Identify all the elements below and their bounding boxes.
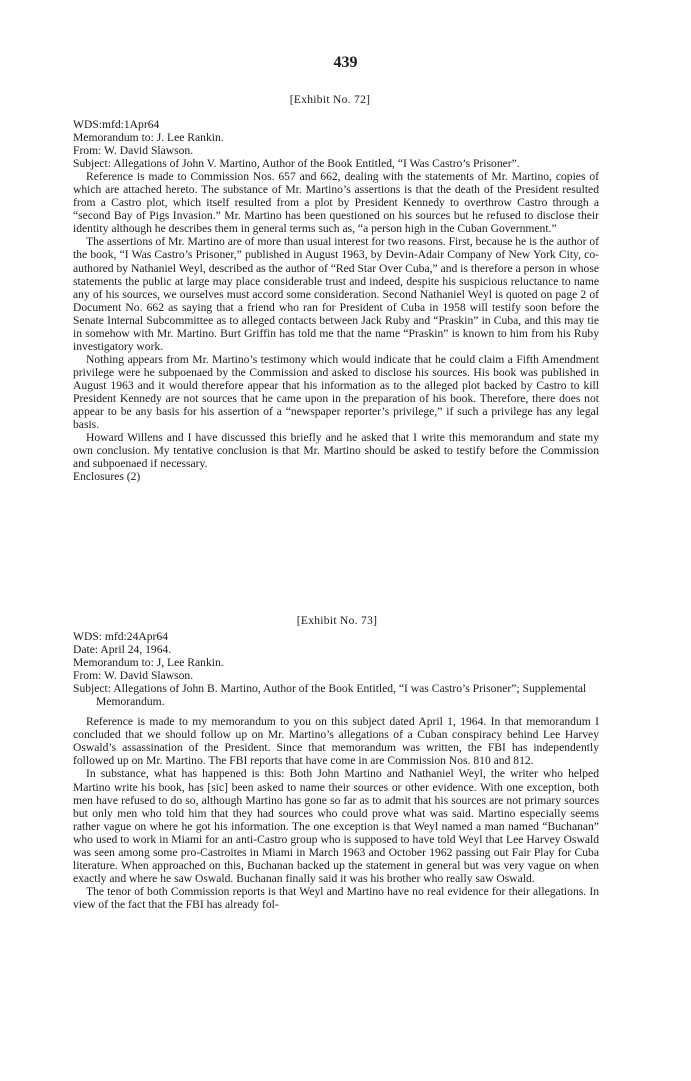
memo-enclosures: Enclosures (2) xyxy=(73,470,141,484)
memo-date-line: Date: April 24, 1964. xyxy=(73,643,172,657)
memo-subject-line: Subject: Allegations of John V. Martino, Author of the Book Entitled, “I Was Castro’s Prisoner”. xyxy=(73,157,520,171)
memo-paragraph: The tenor of both Commission reports is that Weyl and Martino have no real evidence for their allegations. In view of the fact that the FBI has already fol- xyxy=(73,884,599,911)
exhibit-72-memo xyxy=(73,118,599,483)
memo-subject-line: Subject: Allegations of John B. Martino, Author of the Book Entitled, “I was Castro’s Prisoner”; Supplemental Memorandum. xyxy=(73,682,587,709)
memo-reference-line: WDS: mfd:24Apr64 xyxy=(73,630,168,643)
exhibit-73-memo xyxy=(73,630,599,911)
paragraph-spacer xyxy=(73,708,599,715)
memo-to-line: Memorandum to: J. Lee Rankin. xyxy=(73,131,224,145)
memo-paragraph: Reference is made to Commission Nos. 657 and 662, dealing with the statements of Mr. Martino, copies of which are attached hereto. The substance of Mr. Martino’s assertions is that the death of the President resulted from a Castro plot, which itself resulted from a plot by President Kennedy to overthrow Castro through a “second Bay of Pigs Invasion.” Mr. Martino has been questioned on his sources but he refused to disclose their identity although he describes them in general terms such as, “a person high in the Cuban Government.” xyxy=(73,170,599,236)
page-number: 439 xyxy=(333,54,358,71)
memo-paragraph: Howard Willens and I have discussed this briefly and he asked that I write this memorandum and state my own conclusion. My tentative conclusion is that Mr. Martino should be asked to testify before the Commission and subpoenaed if necessary. xyxy=(73,431,599,471)
memo-reference-line: WDS:mfd:1Apr64 xyxy=(73,118,160,131)
memo-from-line: From: W. David Slawson. xyxy=(73,669,194,683)
memo-paragraph: Reference is made to my memorandum to you on this subject dated April 1, 1964. In that memorandum I concluded that we should follow up on Mr. Martino’s allegations of a Cuban conspiracy behind Lee Harvey Oswald’s assassination of the President. Since that memorandum was written, the FBI has independently followed up on Mr. Martino. The FBI reports that have come in are Commission Nos. 810 and 812. xyxy=(73,715,599,768)
memo-to-line: Memorandum to: J, Lee Rankin. xyxy=(73,656,224,670)
exhibit-72-heading: [Exhibit No. 72] xyxy=(289,94,371,106)
memo-paragraph: In substance, what has happened is this: Both John Martino and Nathaniel Weyl, the writer who helped Martino write his book, has [sic] been asked to name their sources or other evidence. With one exception, both men have refused to do so, although Martino has gone so far as to admit that his sources are not primary sources but only men who told him that they had sources who could prove what was said. Martino especially seems rather vague on where he got his information. The one exception is that Weyl named a man named “Buchanan” who used to work in Miami for an anti-Castro group who is supposed to have told Weyl that Lee Harvey Oswald was seen among some pro-Castroites in Miami in March 1963 and October 1962 passing out Fair Play for Cuba literature. When approached on this, Buchanan backed up the statement in general but was very vague on when exactly and where he saw Oswald. Buchanan finally said it was his brother who really saw Oswald. xyxy=(73,767,599,885)
exhibit-73-heading: [Exhibit No. 73] xyxy=(296,615,378,627)
memo-from-line: From: W. David Slawson. xyxy=(73,144,194,158)
memo-paragraph: The assertions of Mr. Martino are of more than usual interest for two reasons. First, because he is the author of the book, “I Was Castro’s Prisoner,” published in August 1963, by Devin-Adair Company of New York City, co-authored by Nathaniel Weyl, described as the author of “Red Star Over Cuba,” and is therefore a person in whose statements the public at large may place considerable trust and indeed, despite his suspicious reluctance to name any of his sources, we ourselves must accord some consideration. Second Nathaniel Weyl is quoted on page 2 of Document No. 662 as saying that a friend who ran for President of Cuba in 1958 will testify soon before the Senate Internal Subcommittee as to alleged contacts between Jack Ruby and “Praskin” in Cuba, and this may tie in somehow with Mr. Martino. Burt Griffin has told me that the name “Praskin” is known to him from his Ruby investigatory work. xyxy=(73,235,599,353)
memo-paragraph: Nothing appears from Mr. Martino’s testimony which would indicate that he could claim a Fifth Amendment privilege were he subpoenaed by the Commission and asked to disclose his sources. His book was published in August 1963 and it would therefore appear that his information as to the alleged plot backed by Castro to kill President Kennedy are not sources that he came upon in the preparation of his book. Therefore, there does not appear to be any basis for his assertion of a “newspaper reporter’s privilege,” if such a privilege has any legal basis. xyxy=(73,352,599,432)
